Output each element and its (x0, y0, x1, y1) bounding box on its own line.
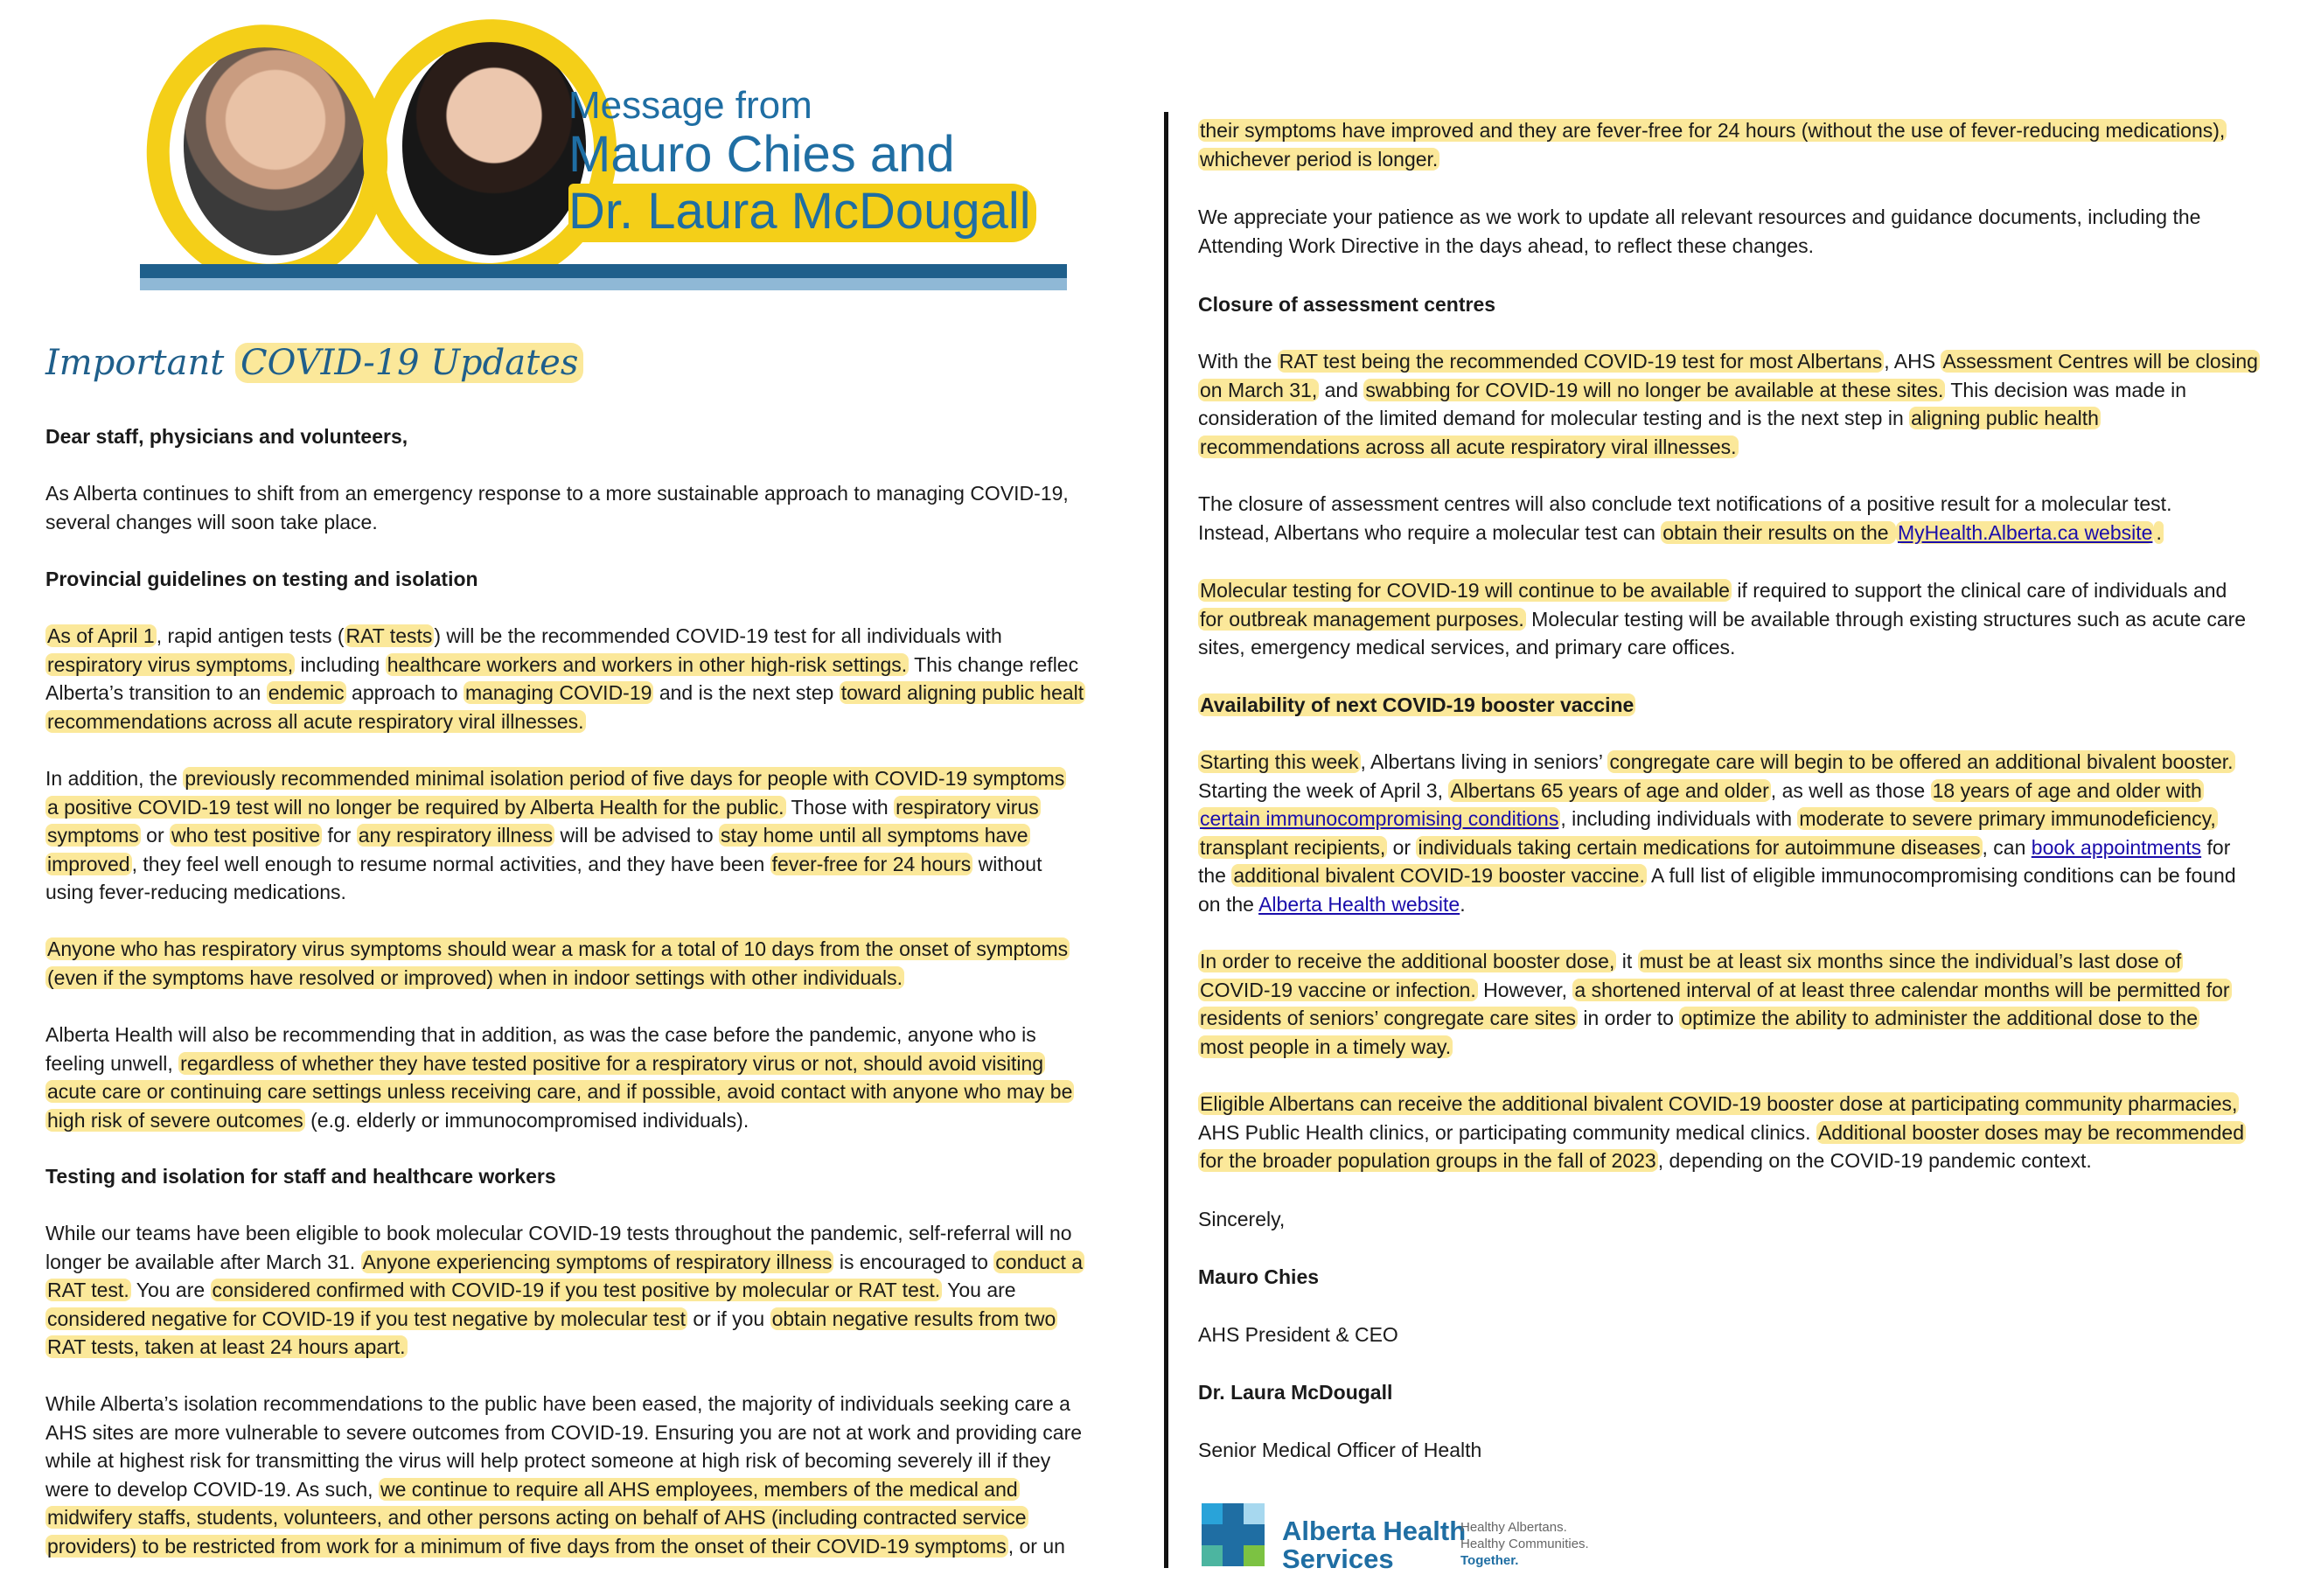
text-line (45, 679, 1153, 707)
text-run: feeling unwell, (45, 1051, 179, 1075)
highlighted-text: for the broader population groups in the fall of 2023 (1200, 1149, 1656, 1172)
text-run: without (972, 852, 1042, 875)
text-run: if required to support the clinical care of individuals and (1731, 579, 2227, 602)
text-run: , including individuals with (1560, 807, 1798, 830)
highlighted-text: symptoms (47, 824, 139, 847)
text-line (45, 878, 1153, 907)
text-link[interactable]: book appointments (2031, 835, 2202, 859)
signatory-title-2: Senior Medical Officer of Health (1198, 1439, 1482, 1461)
logo-tag-line-3: Together. (1460, 1553, 1519, 1568)
highlighted-text: most people in a timely way. (1200, 1035, 1452, 1058)
highlighted-text: recommendations across all acute respiratory viral illnesses. (1200, 435, 1737, 458)
text-run: AHS sites are more vulnerable to severe outcomes from COVID-19. Ensuring you are not at work and providing care (45, 1420, 1083, 1444)
greeting: Dear staff, physicians and volunteers, (45, 425, 408, 448)
text-run: . (1460, 892, 1466, 916)
highlighted-text: congregate care will begin to be offered an additional bivalent booster. (1609, 750, 2234, 773)
title-highlight: COVID-19 Updates (235, 343, 583, 383)
banner-title (568, 84, 1036, 242)
banner-line-2: Mauro Chies and (568, 126, 955, 184)
text-link[interactable]: certain immunocompromising conditions (1200, 807, 1559, 830)
text-line (45, 1248, 1153, 1277)
highlighted-text: optimize the ability to administer the additional dose to the (1681, 1007, 2199, 1029)
text-run: We appreciate your patience as we work to update all relevant resources and guidance documents, including the (1198, 206, 2201, 228)
highlighted-text: As of April 1 (47, 624, 155, 647)
text-line (1198, 605, 2318, 634)
highlighted-text: Eligible Albertans can receive the additional bivalent COVID-19 booster dose at participating community pharmacies, (1200, 1092, 2238, 1115)
highlighted-text: regardless of whether they have tested positive for a respiratory virus or not, should avoid visiting (180, 1051, 1044, 1075)
text-run: for (2201, 835, 2231, 859)
text-line (45, 1305, 1153, 1334)
text-line (45, 1049, 1153, 1078)
logo-tag-line-2: Healthy Communities. (1460, 1537, 1589, 1551)
text-run: and is the next step (653, 681, 840, 704)
text-run: However, (1477, 978, 1573, 1001)
highlighted-text: RAT tests, taken at least 24 hours apart. (47, 1335, 406, 1358)
paragraph-rat-tests (45, 622, 1153, 735)
text-run: is encouraged to (833, 1250, 994, 1273)
section-title-testing: Testing and isolation for staff and healthcare workers (45, 1165, 556, 1188)
highlighted-text: stay home until all symptoms have (721, 824, 1028, 847)
text-run: sites, emergency medical services, and primary care offices. (1198, 636, 1736, 659)
highlighted-text: RAT test being the recommended COVID-19 test for most Albertans (1279, 350, 1883, 373)
text-line (45, 707, 1153, 736)
highlighted-text: who test positive (171, 824, 321, 847)
highlighted-text: . (2156, 520, 2162, 544)
text-line (45, 1475, 1153, 1504)
ahs-cross-icon (1198, 1500, 1268, 1570)
intro-line: several changes will soon take place. (45, 510, 378, 533)
highlighted-text: considered negative for COVID-19 if you test negative by molecular test (47, 1307, 686, 1330)
text-line (1198, 861, 2318, 890)
closing: Sincerely, (1198, 1208, 1286, 1230)
text-run: including (295, 652, 386, 676)
text-run: using fever-reducing medications. (45, 881, 346, 903)
text-line (1198, 1004, 2318, 1033)
highlighted-text: moderate to severe primary immunodeficiency, (1799, 807, 2216, 830)
text-line (1198, 833, 2318, 862)
highlighted-text: respiratory virus (896, 795, 1039, 819)
text-line (45, 1532, 1153, 1561)
text-line (1198, 1119, 2318, 1147)
text-run: In addition, the (45, 767, 184, 790)
text-line (45, 1077, 1153, 1106)
banner-line-3: Dr. Laura McDougall (568, 184, 1036, 242)
paragraph-isolation (45, 764, 1153, 907)
paragraph-booster-eligibility (1198, 748, 2318, 918)
highlighted-text: any respiratory illness (358, 824, 554, 847)
text-run: While our teams have been eligible to book molecular COVID-19 tests throughout the pandemic, self-referral will no (45, 1222, 1072, 1244)
text-run: or if you (687, 1307, 770, 1330)
text-run: This change reflec (909, 652, 1079, 676)
signatory-name-1: Mauro Chies (1198, 1265, 1320, 1288)
highlighted-text: recommendations across all acute respiratory viral illnesses. (47, 709, 584, 733)
text-line (45, 764, 1153, 793)
paragraph-self-referral (45, 1219, 1153, 1362)
page-title (45, 343, 583, 383)
text-line (1198, 376, 2318, 405)
highlighted-text: residents of seniors’ congregate care sites (1200, 1007, 1576, 1029)
highlighted-text: must be at least six months since the individual’s last dose of (1639, 950, 2182, 972)
text-line (45, 793, 1153, 822)
text-line (1198, 232, 2318, 261)
text-run: approach to (345, 681, 464, 704)
highlighted-text: we continue to require all AHS employees, members of the medical and (380, 1477, 1018, 1501)
text-line (1198, 347, 2318, 376)
banner-bar-light (140, 278, 1067, 290)
highlighted-text: their symptoms have improved and they are fever-free for 24 hours (without the use of fever-reducing medications), (1200, 119, 2226, 142)
banner-bar (140, 264, 1067, 278)
section-title-provincial: Provincial guidelines on testing and isolation (45, 568, 478, 590)
text-run: AHS Public Health clinics, or participating community medical clinics. (1198, 1120, 1816, 1144)
logo-tag-line-1: Healthy Albertans. (1460, 1520, 1567, 1535)
highlighted-text: conduct a (995, 1250, 1084, 1273)
text-line (1198, 404, 2318, 433)
text-line (1198, 777, 2318, 805)
title-lead: Important (45, 343, 225, 383)
logo-name-line-1: Alberta Health (1282, 1516, 1467, 1546)
text-line (45, 1276, 1153, 1305)
highlighted-text: high risk of severe outcomes (47, 1108, 303, 1132)
paragraph-booster-locations (1198, 1090, 2318, 1175)
text-run: and (1319, 378, 1364, 401)
text-line (45, 1219, 1153, 1248)
text-line (1198, 519, 2318, 547)
text-run: consideration of the limited demand for molecular testing and is the next step in (1198, 407, 1910, 429)
text-run: While Alberta’s isolation recommendations to the public have been eased, the majority of individuals seeking care a (45, 1392, 1070, 1415)
highlighted-text: toward aligning public healt (840, 681, 1084, 704)
text-line (45, 935, 1153, 964)
text-run: , they feel well enough to resume normal activities, and they have been (131, 852, 770, 875)
text-line (1198, 490, 2318, 519)
highlighted-text: acute care or continuing care settings unless receiving care, and if possible, avoid contact with anyone who may be (47, 1080, 1073, 1103)
highlighted-text: for outbreak management purposes. (1200, 607, 1524, 631)
highlighted-text: obtain negative results from two (771, 1307, 1056, 1330)
highlighted-text: Albertans 65 years of age and older (1450, 778, 1769, 802)
highlighted-text: improved (47, 852, 130, 875)
signatory-name-2: Dr. Laura McDougall (1198, 1381, 1393, 1404)
text-run: or (1387, 835, 1417, 859)
highlighted-text: respiratory virus symptoms, (47, 652, 294, 676)
highlighted-text: COVID-19 vaccine or infection. (1200, 978, 1476, 1001)
text-line (45, 821, 1153, 850)
text-line (45, 850, 1153, 879)
text-line (1198, 1090, 2318, 1119)
text-line (45, 622, 1153, 651)
highlighted-text: Anyone experiencing symptoms of respiratory illness (362, 1250, 833, 1273)
text-line (45, 1333, 1153, 1362)
intro-line: As Alberta continues to shift from an emergency response to a more sustainable approach to managing COVID-19, (45, 482, 1069, 505)
text-run: or (140, 824, 171, 847)
text-link[interactable]: MyHealth.Alberta.ca website (1897, 520, 2153, 544)
text-line (1198, 976, 2318, 1005)
ahs-logo-tagline (1460, 1519, 1589, 1569)
text-line (1198, 805, 2318, 833)
highlighted-text: Assessment Centres will be closing (1942, 350, 2258, 373)
highlighted-text: whichever period is longer. (1200, 147, 1439, 171)
booster-title-text: Availability of next COVID-19 booster vaccine (1200, 693, 1634, 716)
highlighted-text: additional bivalent COVID-19 booster vaccine. (1233, 864, 1645, 887)
text-run: it (1616, 950, 1638, 972)
text-line (45, 1418, 1153, 1447)
text-run: Attending Work Directive in the days ahead, to reflect these changes. (1198, 233, 1815, 257)
highlighted-text: RAT test. (47, 1279, 129, 1301)
text-line (1198, 633, 2318, 662)
text-run: , as well as those (1770, 778, 1931, 802)
ahs-logo-name (1282, 1517, 1466, 1573)
text-run: You are (942, 1279, 1016, 1301)
paragraph-continued (1198, 116, 2318, 173)
right-column (1182, 0, 2321, 1596)
text-run: , depending on the COVID-19 pandemic context. (1657, 1149, 2092, 1172)
highlighted-text: considered confirmed with COVID-19 if you test positive by molecular or RAT test. (212, 1279, 941, 1301)
text-line (1198, 1146, 2318, 1175)
text-run: This decision was made in (1945, 378, 2187, 401)
text-run: Alberta’s transition to an (45, 681, 267, 704)
paragraph-work-restriction (45, 1390, 1153, 1560)
text-run: Those with (785, 795, 895, 819)
highlighted-text: managing COVID-19 (464, 681, 652, 704)
highlighted-text: on March 31, (1200, 378, 1318, 401)
highlighted-text: endemic (268, 681, 345, 704)
text-line (45, 1106, 1153, 1135)
signatory-title-1: AHS President & CEO (1198, 1323, 1398, 1346)
text-run: (e.g. elderly or immunocompromised individuals). (304, 1108, 749, 1132)
intro-paragraph (45, 479, 1153, 536)
text-run: A full list of eligible immunocompromising conditions can be found (1646, 864, 2236, 887)
text-run: The closure of assessment centres will also conclude text notifications of a positive result for a molecular test. (1198, 492, 2172, 515)
banner-line-1: Message from (568, 84, 812, 127)
text-line (45, 964, 1153, 993)
text-run: , or un (1007, 1534, 1065, 1558)
highlighted-text: swabbing for COVID-19 will no longer be available at these sites. (1365, 378, 1944, 401)
text-run: Molecular testing will be available through existing structures such as acute care (1525, 607, 2247, 631)
text-run: for (322, 824, 357, 847)
highlighted-text: a shortened interval of at least three calendar months will be permitted for (1574, 978, 2230, 1001)
paragraph-masks (45, 935, 1153, 992)
paragraph-visiting (45, 1021, 1153, 1134)
highlighted-text: previously recommended minimal isolation period of five days for people with COVID-19 symptoms (185, 767, 1065, 790)
highlighted-text: (even if the symptoms have resolved or improved) when in indoor settings with other individuals. (47, 965, 903, 989)
ahs-logo (1198, 1491, 1688, 1574)
highlighted-text: midwifery staffs, students, volunteers, and other persons acting on behalf of AHS (including contracted service (47, 1506, 1027, 1529)
text-line (1198, 748, 2318, 777)
highlighted-text: aligning public health (1911, 407, 2099, 429)
text-run: You are (130, 1279, 211, 1301)
highlighted-text: Additional booster doses may be recommended (1817, 1120, 2244, 1144)
highlighted-text: individuals taking certain medications for autoimmune diseases (1418, 835, 1981, 859)
highlighted-text: transplant recipients, (1200, 835, 1386, 859)
text-line (1198, 576, 2318, 605)
text-run: while at highest risk for transmitting the virus will help protect someone at high risk of becoming severely ill if they (45, 1449, 1051, 1472)
text-run: Instead, Albertans who require a molecular test can (1198, 520, 1662, 544)
text-line (45, 1446, 1153, 1475)
text-line (1198, 203, 2318, 232)
text-run: will be advised to (554, 824, 720, 847)
highlighted-text: obtain their results on the (1662, 520, 1894, 544)
text-line (1198, 145, 2318, 174)
text-run: , rapid antigen tests ( (156, 624, 345, 647)
logo-name-line-2: Services (1282, 1544, 1394, 1574)
highlighted-text: healthcare workers and workers in other high-risk settings. (387, 652, 908, 676)
left-column (0, 0, 1153, 1596)
text-line (45, 1503, 1153, 1532)
highlighted-text: 18 years of age and older with (1932, 778, 2202, 802)
highlighted-text: Molecular testing for COVID-19 will continue to be available (1200, 579, 1730, 602)
section-title-booster (1198, 691, 2318, 720)
text-run: With the (1198, 350, 1278, 373)
paragraph-molecular (1198, 576, 2318, 662)
message-banner (140, 10, 1067, 290)
text-run: were to develop COVID-19. As such, (45, 1477, 379, 1501)
text-run: Starting the week of April 3, (1198, 778, 1449, 802)
text-run: the (1198, 864, 1232, 887)
text-run: , Albertans living in seniors’ (1360, 750, 1608, 773)
text-line (45, 651, 1153, 680)
paragraph-notifications (1198, 490, 2318, 547)
text-run: , can (1982, 835, 2032, 859)
paragraph-patience (1198, 203, 2318, 260)
highlighted-text: providers) to be restricted from work for a minimum of five days from the onset of their COVID-19 symptoms (47, 1534, 1007, 1558)
text-line (45, 1390, 1153, 1418)
highlighted-text: Starting this week (1200, 750, 1359, 773)
text-line (1198, 433, 2318, 462)
text-run: Alberta Health will also be recommending that in addition, as was the case before the pandemic, anyone who is (45, 1023, 1036, 1046)
column-divider (1164, 112, 1168, 1568)
highlighted-text: a positive COVID-19 test will no longer be required by Alberta Health for the public. (47, 795, 784, 819)
highlighted-text: In order to receive the additional booster dose, (1200, 950, 1615, 972)
text-run: in order to (1577, 1007, 1680, 1029)
text-line (1198, 947, 2318, 976)
text-run: on the (1198, 892, 1259, 916)
section-title-closure: Closure of assessment centres (1198, 293, 1496, 316)
text-line (45, 1021, 1153, 1049)
text-run: ) will be the recommended COVID-19 test for all individuals with (434, 624, 1002, 647)
text-line (1198, 116, 2318, 145)
highlighted-text: Anyone who has respiratory virus symptoms should wear a mask for a total of 10 days from the onset of symptoms (47, 937, 1069, 960)
text-run: , AHS (1884, 350, 1941, 373)
highlighted-text: fever-free for 24 hours (771, 852, 972, 875)
paragraph-assessment-centres (1198, 347, 2318, 461)
text-run: longer be available after March 31. (45, 1250, 361, 1273)
highlighted-text: RAT tests (345, 624, 433, 647)
text-line (1198, 890, 2318, 919)
paragraph-booster-interval (1198, 947, 2318, 1061)
text-line (1198, 1033, 2318, 1062)
text-link[interactable]: Alberta Health website (1258, 892, 1460, 916)
